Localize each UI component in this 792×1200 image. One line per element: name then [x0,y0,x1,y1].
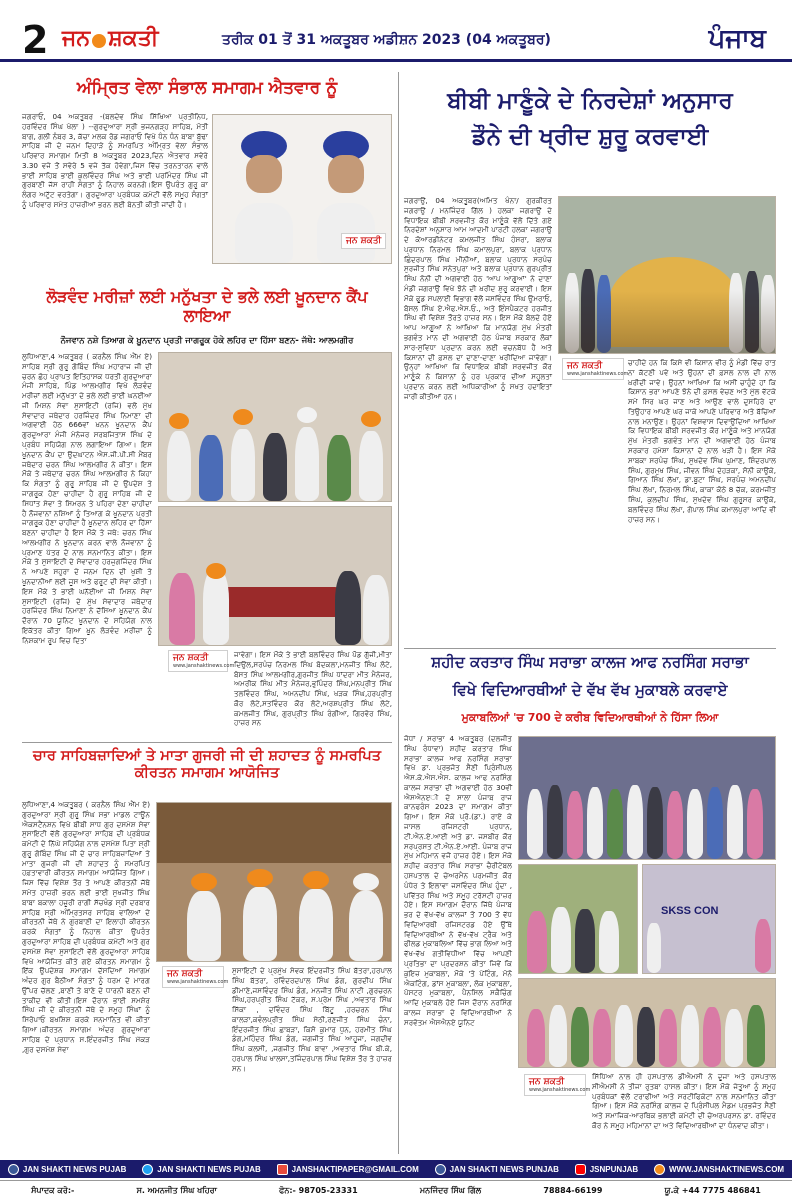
page-number: 2 [22,18,49,62]
jan-shakti-watermark: ਜਨ ਸ਼ਕਤੀ www.janshaktinews.com [562,358,624,380]
credit-phone-2: 78884-66199 [543,1186,603,1195]
sarabha-body-col1: ਜੋਧਾਂ / ਸਰਾਭਾ 4 ਅਕਤੂਬਰ (ਦਲਜੀਤ ਸਿੰਘ ਰੰਧਾਵਾ) ਸ਼ਹੀਦ ਕਰਤਾਰ ਸਿੰਘ ਸਰਾਭਾ ਕਾਲਜ ਆਫ ਨਰਸਿੰਗ ਸਰਾਭਾ ਵਿਖੇ ਡਾ. ਪ੍ਰਭਜੋਤ ਸੈਣੀ ਪ੍ਰਿੰਸੀਪਲ ਐਸ.ਕੇ.ਐਸ.ਐਸ. ਕਾਲਜ ਆਫ ਨਰਸਿੰਗ ਕਾਲਜ ਸਰਾਭਾ ਦੀ ਅਗਵਾਈ ਹੇਠ 30ਵੀਂ ਐਸਐਨੲੀ ਦੇ ਸਾਲਾ ਪੰਜਾਬ ਰਾਜ ਕਾਨਫਰੰਸ 2023 ਦਾ ਸਮਾਗਮ ਕੀਤਾ ਗਿਆ। ਇਸ ਮੌਕੇ ਪ੍ਰੋ.(ਡਾ.) ਰਾਏ ਕੇ ਜਾਸਲ ਰਜਿਸਟਰੀ ਪ੍ਰਧਾਨ, ਟੀ.ਐਨ.ਏ.ਆਈ ਅਤੇ ਡਾ. ਜਸਬੀਰ ਕੌਰ ਸਰਪ੍ਰਸਤ ਟੀ.ਐਨ.ਏ.ਆਈ. ਪੰਜਾਬ ਰਾਜ ਮੁੱਖ ਮਹਿਮਾਨ ਵਜੋਂ ਹਾਜ਼ਰ ਹੋਏ। ਇਸ ਮੌਕੇ ਸ਼ਹੀਦ ਕਰਤਾਰ ਸਿੰਘ ਸਰਾਭਾ ਚੈਰੀਟੇਬਲ ਹਸਪਤਾਲ ਦੇ ਚੇਅਰਮੈਨ ਪਰਮਜੀਤ ਕੌਰ ਪੰਧੇਰ ਤੇ ਇਲਾਵਾ ਜਸਵਿੰਦਰ ਸਿੰਘ ਹੁੰਦਾ , ਪਵਿੱਤਰ ਸਿੰਘ ਅਤੇ ਸਮੂਹ ਟਰੱਸਟੀ ਹਾਜ਼ਰ ਹੋਏ। ਇਸ ਸਮਾਗਮ ਦੌਰਾਨ ਜਿੱਥੇ ਪੰਜਾਬ ਭਰ ਦੇ ਵੱਖ-ਵੱਖ ਕਾਲਜਾਂ ਤੋਂ 700 ਤੋਂ ਵੱਧ ਵਿਦਿਆਰਥੀ ਰਜਿਸਟਰਡ ਹੋਏ ਉੱਥੇ ਵਿਦਿਆਰਥੀਆਂ ਨੇ ਵੱਖ-ਵੱਖ ਟ੍ਰੈਕ ਅਤੇ ਫੀਲਡ ਮੁਕਾਬਲਿਆਂ ਵਿੱਚ ਭਾਗ ਲਿਆ ਅਤੇ ਵੱਖ-ਵੱਖ ਗਤੀਵਿਧੀਆਂ ਵਿੱਚ ਆਪਣੀ ਪ੍ਰਤਿਭਾ ਦਾ ਪ੍ਰਦਰਸ਼ਨ ਕੀਤਾ ਜਿਵੇਂ ਕਿ ਕੁਇਜ਼ ਮੁਕਾਬਲਾ, ਮੌਕੇ 'ਤੇ ਪੇਂਟਿੰਗ, ਮੋਨੋ ਐਕਟਿੰਗ, ਡਾਂਸ ਮੁਕਾਬਲਾ, ਲੋਕ ਮੁਕਾਬਲਾ, ਪੋਸਟਰ ਮੁਕਾਬਲਾ, ਪੈਨਸਿਲ ਸਕੈਚਿੰਗ ਆਦਿ ਮੁਕਾਬਲੇ ਹੋਏ ਜਿਸ ਦੌਰਾਨ ਨਰਸਿੰਗ ਕਾਲਜ ਸਰਾਭਾ ਦੇ ਵਿਦਿਆਰਥੀਆਂ ਨੇ ਸਰਵੋਤਮ ਐਸਐਨਏ ਯੂਨਿਟ [404,734,512,1027]
facebook-icon [435,1164,446,1175]
grain-market-photo [558,196,776,354]
footer-social-email[interactable]: JANSHAKTIPAPER@GMAIL.COM [277,1164,419,1175]
blood-body-right: ਜਾਵੇਗਾ। ਇਸ ਮੌਕੇ ਤੇ ਭਾਈ ਬਲਵਿੰਦਰ ਸਿੰਘ ਪੌਡ ਗੁੱਜੀ,ਮੀਤਾ ਦਿਉਲ,ਸਰਪੰਚ ਨਿਰਮਲ ਸਿੰਘ ਬੋਦਕਲਾ,ਮਨਜੀਤ ਸਿੰਘ ਲੋਟੇ, ਬੋਸਤ ਸਿੰਘ ਆਲਮਗੀਰ,ਗੁਰਜੀਤ ਸਿੰਘ ਧਾਂਦਰਾ ਮੀਤ ਮੈਨੇਜਰ, ਅਮਰੀਕ ਸਿੰਘ ਮੀਤ ਮੈਨੇਜਰ,ਭੁਪਿੰਦਰ ਸਿੰਘ,ਮਨਪ੍ਰੀਤ ਸਿੰਘ ਤਲਵਿੰਦਰ ਸਿੰਘ, ਅਮਨਦੀਪ ਸਿੰਘ, ਖੜਕ ਸਿੰਘ,ਹਰਪ੍ਰੀਤ ਕੌਰ ਲੋਟੇ,ਸਤਵਿੰਦਰ ਕੌਰ ਲੋਟੇ,ਅਰਸ਼ਪ੍ਰੀਤ ਸਿੰਘ ਲੋਟੇ, ਕਮਲਜੀਤ ਸਿੰਘ, ਗੁਰਪ੍ਰੀਤ ਸਿੰਘ ਰੰਗੀਆ, ਗਿਰਵੋਰ ਸਿੰਘ, ਹਾਜ਼ਰ ਸਨ [234,650,392,728]
footer-social-bar [0,1160,792,1178]
credit-uk-phone: ਯੂ.ਕੇ +44 7775 486841 [664,1185,761,1195]
blood-camp-photo-2 [158,506,392,646]
credit-label: ਸੰਪਾਦਕ ਕਰੋ:- [31,1185,75,1195]
logo-sun-icon [92,34,106,48]
youtube-icon [575,1164,586,1175]
college-group-photo [518,978,776,1068]
jan-shakti-watermark: ਜਨ ਸ਼ਕਤੀ www.janshaktinews.com [162,966,224,988]
kirtan-headline: ਚਾਰ ਸਾਹਿਬਜ਼ਾਦਿਆਂ ਤੇ ਮਾਤਾ ਗੁਜਰੀ ਜੀ ਦੀ ਸ਼ਹਾਦਤ ਨੂੰ ਸਮਰਪਿਤ ਕੀਰਤਨ ਸਮਾਗਮ ਆਯੋਜਿਤ [32,748,382,782]
credit-phone: ਫੋਨ:- 98705-23331 [279,1185,358,1195]
footer-social-facebook-page[interactable]: JAN SHAKTI NEWS PUNJAB [435,1164,559,1175]
donor-bed [219,587,339,617]
footer-social-facebook[interactable]: JAN SHAKTI NEWS PUJAB [8,1164,127,1175]
bibi-body-col1: ਜਗਰਾਉਂ, 04 ਅਕਤੂਬਰ(ਅਮਿਤ ਖੰਨਾ/ ਗੁਰਕੀਰਤ ਜਗਰਾਉਂ / ਮਨਜਿੰਦਰ ਗਿੱਲ ) ਹਲਕਾ ਜਗਰਾਉਂ ਦੇ ਵਿਧਾਇਕ ਬੀਬੀ ਸਰਵਜੀਤ ਕੌਰ ਮਾਣੂੰਕੇ ਵੱਲੋਂ ਦਿੱਤੇ ਗਏ ਨਿਰਦੇਸ਼ਾਂ ਅਨੁਸਾਰ ਆਮ ਆਦਮੀ ਪਾਰਟੀ ਹਲਕਾ ਜਗਰਾਉਂ ਦੇ ਕੋਆਰਡੀਨੇਟਰ ਕਮਲਜੀਤ ਸਿੰਘ ਹੰਸਰਾ, ਬਲਾਕ ਪ੍ਰਧਾਨ ਨਿਰਮਲ ਸਿੰਘ ਕਮਾਲਪੁਰਾ, ਬਲਾਕ ਪ੍ਰਧਾਨ ਛਿੰਦਰਪਾਲ ਸਿੰਘ ਮੀਨੀਆਂ, ਬਲਾਕ ਪ੍ਰਧਾਨ ਸਰਪੰਚ ਸੁਰਜੀਤ ਸਿੰਘ ਸਨੇਤਪੁਰਾ ਅਤੇ ਬਲਾਕ ਪ੍ਰਧਾਨ ਗੁਰਪ੍ਰੀਤ ਸਿੰਘ ਨੋਨੀ ਦੀ ਅਗਵਾਈ ਹੇਠ 'ਆਪ ਆਗੂਆਂ' ਨੇ ਦਾਣਾ ਮੰਡੀ ਜਗਰਾਉਂ ਵਿਖੇ ਝੋਨੇ ਦੀ ਖ਼ਰੀਦ ਸ਼ੁਰੂ ਕਰਵਾਈ। ਇਸ ਮੌਕੇ ਫੂਡ ਸਪਲਾਈ ਵਿਭਾਗ ਵੱਲੋਂ ਜਸਵਿੰਦਰ ਸਿੰਘ ਉਮਰਾਓ, ਬੋਸਲ ਸਿੰਘ ਏ.ਐਫ.ਐਸ.ਓ., ਅਤੇ ਇੰਸਪੈਕਟਰ ਹਰਜੀਤ ਸਿੰਘ ਵੀ ਵਿਸ਼ੇਸ਼ ਤੌਰਤੇ ਹਾਜ਼ਰ ਸਨ। ਇਸ ਮੌਕੇ ਬੋਲਦੇ ਹੋਏ ਆਪ ਆਗੂਆਂ ਨੇ ਆਖਿਆ ਕਿ ਮਾਨਯੋਗ ਮੁੱਖ ਮੰਤਰੀ ਭਗਵੰਤ ਮਾਨ ਦੀ ਅਗਵਾਈ ਹੇਠ ਪੰਜਾਬ ਸਰਕਾਰ ਲੋਕਾਂ ਸਾਰ-ਸੁਵਿਧਾ ਪ੍ਰਦਾਨ ਕਰਨ ਲਈ ਵਚਨਬੱਧ ਹੈ ਅਤੇ ਕਿਸਾਨਾਂ ਦੀ ਫ਼ਸਲ ਦਾ ਦਾਣਾ-ਦਾਣਾ ਖਰੀਦਿਆ ਜਾਵੇਗਾ। ਉਨ੍ਹਾਂ ਆਖਿਆ ਕਿ ਵਿਧਾਇਕ ਬੀਬੀ ਸਰਵਜੀਤ ਕੌਰ ਮਾਣੂੰਕੇ ਨੇ ਕਿਸਾਨਾਂ ਨੂੰ ਹਰ ਪ੍ਰਕਾਰ ਦੀਆਂ ਸਹੂਲਤਾਂ ਪ੍ਰਦਾਨ ਕਰਨ ਲਈ ਅਧਿਕਾਰੀਆਂ ਨੂੰ ਸਖਤ ਹਦਾਇਤਾਂ ਜਾਰੀ ਕੀਤੀਆਂ ਹਨ। [404,196,552,401]
facebook-icon [8,1164,19,1175]
blood-headline: ਲੋੜਵੰਦ ਮਰੀਜ਼ਾਂ ਲਈ ਮਨੁੱਖਤਾ ਦੇ ਭਲੇ ਲਈ ਖ਼ੂਨਦਾਨ ਕੈਂਪ ਲਾਇਆ [46,287,368,325]
bibi-headline-line1: ਬੀਬੀ ਮਾਣੂੰਕੇ ਦੇ ਨਿਰਦੇਸ਼ਾਂ ਅਨੁਸਾਰ [447,88,733,114]
logo-text-shakti: ਸ਼ਕਤੀ [108,26,159,51]
jan-shakti-watermark: ਜਨ ਸ਼ਕਤੀ www.janshaktinews.com [524,1074,586,1096]
footer-credits [0,1180,792,1200]
bibi-body-col2 [558,410,776,644]
footer-social-twitter[interactable]: JAN SHAKTI NEWS PUJAB [142,1164,261,1175]
credit-coeditor: ਮਨਜਿੰਦਰ ਸਿੰਘ ਗਿੱਲ [419,1185,482,1195]
kirtan-body-right: ਸੁਸਾਇਟੀ ਦੇ ਪ੍ਰਮੁੱਖ ਸੇਵਕ ਇੰਦਰਜੀਤ ਸਿੰਘ ਬੱਤਰਾ,ਹਰਪਾਲ ਸਿੰਘ ਬੱਤਰਾ, ਰਵਿੰਦਰਦਪਾਲ ਸਿੰਘ ਡੰਗ, ਗੁਰਦੀਪ ਸਿੰਘ ਡੀਮਾਣੇ,ਜਸਵਿੰਦਰ ਸਿੰਘ ਡੰਗ, ਮਨਜੀਤ ਸਿੰਘ ਨਾਟੀ ,ਗੁਰਚਰਨ ਸਿੰਘ,ਹਰਪ੍ਰੀਤ ਸਿੰਘ ਟੱਕਰ, ਸ.ਪ੍ਰੇਮ ਸਿੰਘ ,ਅਵਤਾਰ ਸਿੰਘ ਸਿੱਕਾ , ਦਵਿੰਦਰ ਸਿੰਘ ਬਿੱਟੂ ,ਹਰਚਰਨ ਸਿੰਘ ਕਾਲੜਾ,ਕਵੰਲਪ੍ਰੀਤ ਸਿੰਘ ਸੇਠੀ,ਰਣਜੀਤ ਸਿੰਘ ਚੰਨਾ, ਇੰਦਰਜੀਤ ਸਿੰਘ ਛਾਬੜਾ, ਕਿਸੋ ਕੁਮਾਰ ਧੁਨ, ਹਰਮੀਤ ਸਿੰਘ ਡੰਗ,ਮਹਿੰਦਰ ਸਿੰਘ ਡੰਗ, ਜਗਜੀਤ ਸਿੰਘ ਆਹੂਜਾ, ਜਗਦੀਵ ਸਿੰਘ ਕਲਸੀ, ,ਜਗਜੀਤ ਸਿੰਘ ਬਾਵਾ ,ਅਵਤਾਰ ਸਿੰਘ ਬੀ.ਕੇ, ਹਰਪਾਲ ਸਿੰਘ ਖਾਲਸਾ,ਤਜਿੰਦਰਪਾਲ ਸਿੰਘ ਵਿਸ਼ੇਸ਼ ਤੌਰ ਤੇ ਹਾਜ਼ਰ ਸਨ। [232,966,392,1073]
amrit-photo [212,114,392,264]
masthead [0,0,792,62]
sarabha-body-col2: ਸਿੱਧਿਆ ਨਾਲ ਹੀ ਹਸਪਤਾਲ ਡੀਐਮਸੀ ਨੇ ਦੂਜਾ ਅਤੇ ਹਸਪਤਾਲ ਸੀਐਮਸੀ ਨੇ ਤੀਜਾ ਰੁਤਬਾ ਹਾਸਲ ਕੀਤਾ। ਇਸ ਮੌਕੇ ਜੇਤੂਆਂ ਨੂੰ ਸਮੂਹ ਪ੍ਰਬੰਧਕਾਂ ਵੱਲੋਂ ਟਰਾਫੀਆਂ ਅਤੇ ਸਰਟੀਫਿਕੇਟਾਂ ਨਾਲ ਸਨਮਾਨਿਤ ਕੀਤਾ ਗਿਆ। ਇਸ ਮੌਕੇ ਨਰਸਿੰਗ ਕਾਲਜ ਦੇ ਪ੍ਰਿੰਸੀਪਲ ਮੈਡਮ ਪ੍ਰਭਜੋਤ ਸੈਣੀ ਅਤੇ ਸਮਾਜਿਕ-ਆਰਥਿਕ ਭਲਾਈ ਕਮੇਟੀ ਦੀ ਚੇਅਰਪਰਸਨ ਡਾ. ਰਵਿੰਦਰ ਕੌਰ ਨੇ ਸਮੂਹ ਮਹਿਮਾਨਾਂ ਦਾ ਅਤੇ ਵਿਦਿਆਰਥੀਆਂ ਦਾ ਧੰਨਵਾਦ ਕੀਤਾ। [592,1072,776,1130]
blood-body-left: ਲੁਧਿਆਣਾ,4 ਅਕਤੂਬਰ ( ਕਰਨੈਲ ਸਿੰਘ ਐੱਮ ਏ) ਸਾਹਿਬ ਸ੍ਰੀ ਗੁਰੂ ਗੋਬਿੰਦ ਸਿੰਘ ਮਹਾਰਾਜ ਜੀ ਦੀ ਚਰਨ ਛੋਹ ਪ੍ਰਾਪਤ ਇਤਿਹਾਸਕ ਧਰਤੀ ਗੁਰਦੁਆਰਾ ਮੰਜੀ ਸਾਹਿਬ, ਪਿੰਡ ਆਲਮਗੀਰ ਵਿਖੇ ਲੋੜਵੰਦ ਮਰੀਜ਼ਾਂ ਲਈ ਮਨੁੱਖਤਾ ਦੇ ਭਲੇ ਲਈ ਭਾਈ ਘਨਈਆ ਜੀ ਮਿਸ਼ਨ ਸੇਵਾ ਸੁਸਾਇਟੀ (ਰਜਿ) ਵਲੋਂ ਮੁੱਖ ਸੇਵਾਦਾਰ ਜਥੇਦਾਰ ਹਰਜਿੰਦਰ ਸਿੰਘ ਨਿਮਾਣਾ ਦੀ ਅਗਵਾਈ ਹੇਠ 666ਵਾਂ ਖ਼ਨਨ ਖੂਨਦਾਨ ਕੈਂਪ ਗੁਰਦੁਆਰਾ ਮੰਜੀ ਮੇਨੇਜਰ ਸਰਬਜਿਤਾਸ ਸਿੰਘ ਦੇ ਪ੍ਰਬੰਧ ਸਹਿਯੋਗ ਨਾਲ ਲਗਾਇਆ ਗਿਆ। ਇਸ ਖੂਨਦਾਨ ਕੈਂਪ ਦਾ ਉਦਘਾਟਨ ਐਸ.ਜੀ.ਪੀ.ਸੀ ਮੈਂਬਰ ਜਥੇਦਾਰ ਚਰਨ ਸਿੰਘ ਆਲਮਗੀਰ ਨੇ ਕੀਤਾ। ਇਸ ਮੌਕੇ ਤੇ ਜਥੇਦਾਰ ਚਰਨ ਸਿੰਘ ਆਲਮਗੀਰ ਨੇ ਕਿਹਾ ਕਿ ਸੰਗਤਾਂ ਨੂੰ ਗੁਰੂ ਸਾਹਿਬ ਜੀ ਦੇ ਉਪਦੇਸ਼ ਤੇ ਜਾਗਰੂਕ ਹੋਣਾ ਚਾਹੀਦਾ ਹੈ ਗੁਰੂ ਸਾਹਿਬ ਜੀ ਦੇ ਸਿਧਾਂਤ ਸੇਵਾ ਤੇ ਸਿਮਰਨ ਤੇ ਪਹਿਰਾ ਦੇਣਾ ਚਾਹੀਦਾ ਹੈ ਨੌਜਵਾਨਾਂ ਨਸ਼ਿਆਂ ਨੂੰ ਤਿਆਗ ਕੇ ਖੂਨਦਾਨ ਪ੍ਰਤੀ ਜਾਗਰੂਕ ਹੋਣਾ ਚਾਹੀਦਾ ਹੈ ਖ਼ੂਨਦਾਨ ਲਹਿਰ ਦਾ ਹਿੱਸਾ ਬਣਨਾ ਚਾਹੀਦਾ ਹੈ ਇਸ ਮੌਕੇ ਤੇ ਜਥੇ: ਚਰਨ ਸਿੰਘ ਆਲਮਗੀਰ ਨੇ ਖੂਨਦਾਨ ਕਰਨ ਵਾਲੇ ਨੌਜਵਾਨਾਂ ਨੂੰ ਪ੍ਰਮਾਣ ਪੱਤਰ ਦੇ ਨਾਲ ਸਨਮਾਨਿਤ ਕੀਤਾ। ਇਸ ਮੌਕੇ ਤੇ ਸੁਸਾਇਟੀ ਦੇ ਸੇਵਾਦਾਰ ਹਰਜੁਗਜਿੰਦਰ ਸਿੰਘ ਨੇ ਆਪਣੇ ਸਹੁਰਾ ਦੇ ਜਨਮ ਦਿਨ ਦੀ ਖੁਸ਼ੀ ਤੇ ਖੂਨਦਾਨੀਆਂ ਲਈ ਜੂਸ ਅਤੇ ਫਰੂਟ ਦੀ ਸੇਵਾ ਕੀਤੀ।ਇਸ ਮੌਕੇ ਤੇ ਭਾਈ ਘਨੱਈਆ ਜੀ ਮਿਸ਼ਨ ਸੇਵਾ ਸੁਸਾਇਟੀ (ਰਜਿ) ਦੇ ਮੁੱਖ ਸੇਵਾਦਾਰ ਜਥੇਦਾਰ ਹਰਜਿੰਦਰ ਸਿੰਘ ਨਿਮਾਣਾ ਨੇ ਦੱਸਿਆ ਖ਼ੂਨਦਾਨ ਕੈਂਪ ਦੌਰਾਨ 70 ਯੂਨਿਟ ਖੂਨਦਾਨ ਦੇ ਸਹਿਯੋਗ ਨਾਲ ਇਕੱਤਰ ਕੀਤਾ ਗਿਆ ਖ਼ੂਨ ਲੋੜਵੰਦ ਮਰੀਜ਼ਾਂ ਨੂੰ ਨਿਸ਼ਕਾਮ ਰੂਪ ਵਿਚ ਦਿਤਾ [22,352,152,645]
jan-shakti-logo [62,26,180,52]
sarabha-subhead: ਮੁਕਾਬਲਿਆਂ 'ਚ 700 ਦੇ ਕਰੀਬ ਵਿਦਿਆਰਥੀਆਂ ਨੇ ਹਿੱਸਾ ਲਿਆ [461,711,719,724]
jan-shakti-watermark: ਜਨ ਸ਼ਕਤੀ www.janshaktinews.com [168,650,228,672]
section-name: ਪੰਜਾਬ [708,24,766,54]
college-garden-photo [518,864,638,974]
college-stage-photo [518,736,776,860]
amrit-headline: ਅੰਮ੍ਰਿਤ ਵੇਲਾ ਸੰਭਾਲ ਸਮਾਗਮ ਐਤਵਾਰ ਨੂੰ [76,78,338,98]
bibi-headline-line2: ਡੌਨੇ ਦੀ ਖ੍ਰੀਦ ਸ਼ੁਰੂ ਕਰਵਾਈ [471,124,709,150]
bibi-body-col2-top: ਚਾਹੀਦੇ ਹਨ ਕਿ ਕਿਸੇ ਵੀ ਕਿਸਾਨ ਵੀਰ ਨੂੰ ਮੰਡੀ ਵਿੱਚ ਰਾਤ ਨਾ ਕੱਟਣੀ ਪਵੇ ਅਤੇ ਉਹਨਾਂ ਦੀ ਫ਼ਸਲ ਨਾਲ ਦੀ ਨਾਲ ਖ਼ਰੀਦੀ ਜਾਵੇ। ਉਹਨਾਂ ਆਖਿਆ ਕਿ ਅਸੀਂ ਚਾਹੁੰਦੇ ਹਾਂ ਕਿ ਕਿਸਾਨ ਭਰਾ ਆਪਣੇ ਝੋਨੇ ਦੀ ਫ਼ਸਲ ਵੇਚਣ ਅਤੇ ਮੁੱਲ ਵੱਟਕੇ ਸਮੇਂ ਸਿਰ ਘਰ ਜਾਣ ਅਤੇ ਆਉਣ ਵਾਲੇ ਦੁਸਹਿਰੇ ਦਾ ਤਿਉਹਾਰ ਆਪਣੇ ਘਰ ਜਾਕੇ ਆਪਣੇ ਪਰਿਵਾਰ ਅਤੇ ਬੱਚਿਆਂ ਨਾਲ ਮਨਾਉਣ। ਉਹਨਾਂ ਵਿਸ਼ਵਾਸ ਦਿਵਾਉਂਦਿਆਂ ਆਖਿਆ ਕਿ ਵਿਧਾਇਕ ਬੀਬੀ ਸਰਵਜੀਤ ਕੌਰ ਮਾਣੂੰਕੇ ਅਤੇ ਮਾਨਯੋਗ ਮੁੱਖ ਮੰਤਰੀ ਭਗਵੰਤ ਮਾਨ ਦੀ ਅਗਵਾਈ ਹੇਠ ਪੰਜਾਬ ਸਰਕਾਰ ਹਮੇਸ਼ਾ ਕਿਸਾਨਾਂ ਦੇ ਨਾਲ ਖੜੀ ਹੈ। ਇਸ ਮੌਕੇ ਸਾਬਕਾ ਸਰਪੰਚ ਸਿੰਘ, ਸੁਖਦੇਵ ਸਿੰਘ ਘੁਮਾਣ, ਸ਼ਿੰਦਰਪਾਲ ਸਿੰਘ, ਗੁਰਮੁਖ ਸਿੰਘ, ਜੀਵਨ ਸਿੰਘ ਦੇਹੜਕਾ, ਸੋਨੀ ਕਾਉਂਕੇ, ਗਿਆਨ ਸਿੰਘ ਲੱਖਾ, ਡਾ.ਬੂਟਾ ਸਿੰਘ, ਸਰਪੰਚ ਅਮਨਦੀਪ ਸਿੰਘ ਲੱਖਾ, ਨਿਰਮਲ ਸਿੰਘ, ਕਾਕਾ ਕੋਠੇ 8 ਚੱਕ, ਕਰਮਜੀਤ ਸਿੰਘ, ਕੁਲਦੀਪ ਸਿੰਘ, ਸੁਖਦੇਵ ਸਿੰਘ ਗੁਰੂਸਰ ਕਾਉਂਕੇ, ਬਲਵਿੰਦਰ ਸਿੰਘ ਲੱਖਾ, ਗੋਪਾਲ ਸਿੰਘ ਕਮਾਲਪੁਰਾ ਆਦਿ ਵੀ ਹਾਜ਼ਰ ਸਨ। [628,358,776,524]
email-icon [277,1164,288,1175]
jan-shakti-watermark: ਜਨ ਸ਼ਕਤੀ [341,233,386,249]
amrit-body: ਜਗਰਾਓਂ, 04 ਅਕਤੂਬਰ -(ਬਲਦੇਵ ਸਿੰਘ ਸਿੱਖਿਆ ਪ੍ਰਤੀਨਿਧ, ਹਰਵਿੰਦਰ ਸਿੰਘ ਖੇਲਾ ) --ਗੁਰਦੁਆਰਾ ਸ੍ਰੀ ਭਜਨਗੜ੍ਹ ਸਾਹਿਬ, ਮੋਤੀ ਬਾਗ, ਗਲੀ ਨੰਬਰ 3, ਕੱਚਾ ਮਲਕ ਰੋਡ ਜਗਰਾਓਂ ਵਿਖੇ ਧੰਨ ਧੰਨ ਬਾਬਾ ਬੁੱਢਾ ਸਾਹਿਬ ਜੀ ਦੇ ਜਨਮ ਦਿਹਾੜੇ ਨੂੰ ਸਮਰਪਿਤ ਅੰਮ੍ਰਿਤ ਵੇਲਾ ਸੰਭਾਲ ਪਰਿਵਾਰ ਸਮਾਗਮ ਮਿਤੀ 8 ਅਕਤੂਬਰ 2023,ਦਿਨ ਐਤਵਾਰ ਸਵੇਰੇ 3.30 ਵਜੇ ਤੋਂ ਸਵੇਰੇ 5 ਵਜੇ ਤੱਕ ਹੋਵੇਗਾ,ਜਿਸ ਵਿੱਚ ਤਰਨਤਾਰਨ ਵਾਲੇ ਭਾਈ ਸਾਹਿਬ ਭਾਈ ਕੁਲਵਿੰਦਰ ਸਿੰਘ ਅਤੇ ਭਾਈ ਪਰਮਿੰਦਰ ਸਿੰਘ ਜੀ ਗੁਰਬਾਣੀ ਜੱਸ ਰਾਹੀਂ ਸੰਗਤਾਂ ਨੂੰ ਨਿਹਾਲ ਕਰਨਗੇ।ਇਸ ਉਪਰੰਤ ਗੁਰੂ ਕਾ ਲੰਗਰ ਅਟੁੱਟ ਵਰਤੇਗਾ। ਗੁਰਦੁਆਰਾ ਪ੍ਰਬੰਧਕ ਕਮੇਟੀ ਵੱਲੋਂ ਸਮੂਹ ਸੰਗਤਾਂ ਨੂੰ ਪਰਿਵਾਰ ਸਮੇਤ ਹਾਜ਼ਰੀਆਂ ਭਰਨ ਲਈ ਬੇਨਤੀ ਕੀਤੀ ਜਾਂਦੀ ਹੈ। [22,112,208,210]
kirtan-body-left: ਲੁਧਿਆਣਾ,4 ਅਕਤੂਬਰ ( ਕਰਨੈਲ ਸਿੰਘ ਐੱਮ ਏ) ਗੁਰਦੁਆਰਾ ਸ੍ਰੀ ਗੁਰੂ ਸਿੰਘ ਸਭਾ ਮਾਡਲ ਟਾਊਨ ਐਕਸਟੈਂਨਸ਼ਨ ਵਿਖੇ ਬੀਬੀ ਸਾਧ ਗੁਰ ਦਸਮੇਸ਼ ਸੇਵਾ ਸੁਸਾਇਟੀ ਵੱਲੋਂ ਗੁਰਦੁਆਰਾ ਸਾਹਿਬ ਦੀ ਪ੍ਰਬੰਧਕ ਕਮੇਟੀ ਦੇ ਨਿੱਘੇ ਸਹਿਯੋਗ ਨਾਲ ਦਸਮੇਸ਼ ਪਿਤਾ ਸ਼੍ਰੀ ਗੁਰੂ ਗੋਬਿੰਦ ਸਿੰਘ ਜੀ ਦੇ ਚਾਰ ਸਾਹਿਬਜ਼ਾਦਿਆਂ ਤੇ ਮਾਤਾ ਗੁਜਰੀ ਜੀ ਦੀ ਸ਼ਹਾਦਤ ਨੂੰ ਸਮਰਪਿਤ ਹਫ਼ਤਾਵਾਰੀ ਕੀਰਤਨ ਸਮਾਗਮ ਆਯੋਜਿਤ ਗਿਆ।ਜਿਸ ਵਿੱਚ ਵਿਸ਼ੇਸ਼ ਤੌਰ ਤੇ ਆਪਣੇ ਕੀਰਤਨੀ ਜੱਥੇ ਸਮੇਤ ਹਾਜ਼ਰੀ ਭਰਨ ਲਈ ਭਾਈ ਸੁਖਜੀਤ ਸਿੰਘ ਬਾਬਾ ਬਕਾਲਾ ਹਜ਼ੂਰੀ ਰਾਗੀ ਸੱਚਖੰਡ ਸ੍ਰੀ ਦਰਬਾਰ ਸਾਹਿਬ ਸ੍ਰੀ ਅੰਮ੍ਰਿਤਸਰ ਸਾਹਿਬ ਵਾਲਿਆਂ ਦੇ ਕੀਰਤਨੀ ਜੱਥੇ ਨੇ ਗੁਰਬਾਣੀ ਦਾ ਇਲਾਹੀ ਕੀਰਤਨ ਕਰਕੇ ਸੰਗਤਾਂ ਨੂੰ ਨਿਹਾਲ ਕੀਤਾ ਉਪਰੰਤ ਗੁਰਦੁਆਰਾ ਸਾਹਿਬ ਦੀ ਪ੍ਰਬੰਧਕ ਕਮੇਟੀ ਅਤੇ ਗੁਰ ਦਸਮੇਸ਼ ਸੇਵਾ ਸੁਸਾਇਟੀ ਵੱਲੋਂ ਗੁਰਦੁਆਰਾ ਸਾਹਿਬ ਵਿਖੇ ਆਯੋਜਿਤ ਕੀਤੇ ਗਏ ਕੀਰਤਨ ਸਮਾਗਮ ਨੂੰ ਇੱਕ ਉਪਦੇਸ਼ਕ ਸਮਾਗਮ ਦੱਸਦਿਆਂ ਸਮਾਗਮ ਅੰਦਰ ਗੁਰ ਬੈਠੀਆਂ ਸੰਗਤਾਂ ਨੂੰ ਧਰਮ ਦੇ ਮਾਰਗ ਉੱਪਰ ਚੱਲਣ ,ਬਾਣੀ ਤੇ ਬਾਣੇ ਦੇ ਧਾਰਨੀ ਬਣਨ ਦੀ ਤਾਕੀਦ ਵੀ ਕੀਤੀ।ਇਸ ਦੌਰਾਨ ਭਾਈ ਸਮਸ਼ੇਰ ਸਿੰਘ ਜੀ ਦੇ ਕੀਰਤਨੀ ਜੱਥੇ ਦੇ ਸਮੂਹ ਸਿੰਘਾਂ ਨੂੰ ਸਿਰੋਪਾਓ ਬਖਸ਼ਿਸ਼ ਕਰਕੇ ਸਨਮਾਨਿਤ ਵੀ ਕੀਤਾ ਗਿਆ।ਕੀਰਤਨ ਸਮਾਗਮ ਅੰਦਰ ਗੁਰਦੁਆਰਾ ਸਾਹਿਬ ਦੇ ਪ੍ਰਧਾਨ ਸ.ਇੰਦਰਜੀਤ ਸਿੰਘ ਮੱਕੜ ,ਗੁਰ ਦਸਮੇਸ਼ ਸੇਵਾ [22,800,150,1054]
sarabha-headline-line1: ਸ਼ਹੀਦ ਕਰਤਾਰ ਸਿੰਘ ਸਰਾਭਾ ਕਾਲਜ ਆਫ ਨਰਸਿੰਗ ਸਰਾਭਾ [431,653,749,671]
logo-text-jan: ਜਨ [62,26,91,51]
footer-social-youtube[interactable]: JSNPUNJAB [575,1164,638,1175]
footer-social-website[interactable]: WWW.JANSHAKTINEWS.COM [654,1164,784,1175]
credit-editor: ਸ. ਅਮਨਜੀਤ ਸਿੰਘ ਖਹਿਰਾ [136,1185,217,1195]
web-icon [654,1164,665,1175]
edition-dateline: ਤਰੀਕ 01 ਤੋਂ 31 ਅਕਤੂਬਰ ਅਡੀਸ਼ਨ 2023 (04 ਅਕਤੂਬਰ) [222,32,551,48]
twitter-icon [142,1164,153,1175]
blood-subhead: ਨੌਜਵਾਨ ਨਸ਼ੇ ਤਿਆਗ ਕੇ ਖ਼ੂਨਦਾਨ ਪ੍ਰਤੀ ਜਾਗਰੂਕ ਹੋਕੇ ਲਹਿਰ ਦਾ ਹਿੱਸਾ ਬਣਨ- ਜੱਥੇ: ਆਲਮਗੀਰ [60,336,354,346]
kirtan-photo [156,802,392,962]
blood-camp-photo-1 [158,352,392,502]
conference-banner-text: SKSS CON [661,905,719,917]
sarabha-headline-line2: ਵਿਖੇ ਵਿਦਿਆਰਥੀਆਂ ਦੇ ਵੱਖ ਵੱਖ ਮੁਕਾਬਲੇ ਕਰਵਾਏ [452,681,728,699]
college-banner-photo [642,864,776,974]
